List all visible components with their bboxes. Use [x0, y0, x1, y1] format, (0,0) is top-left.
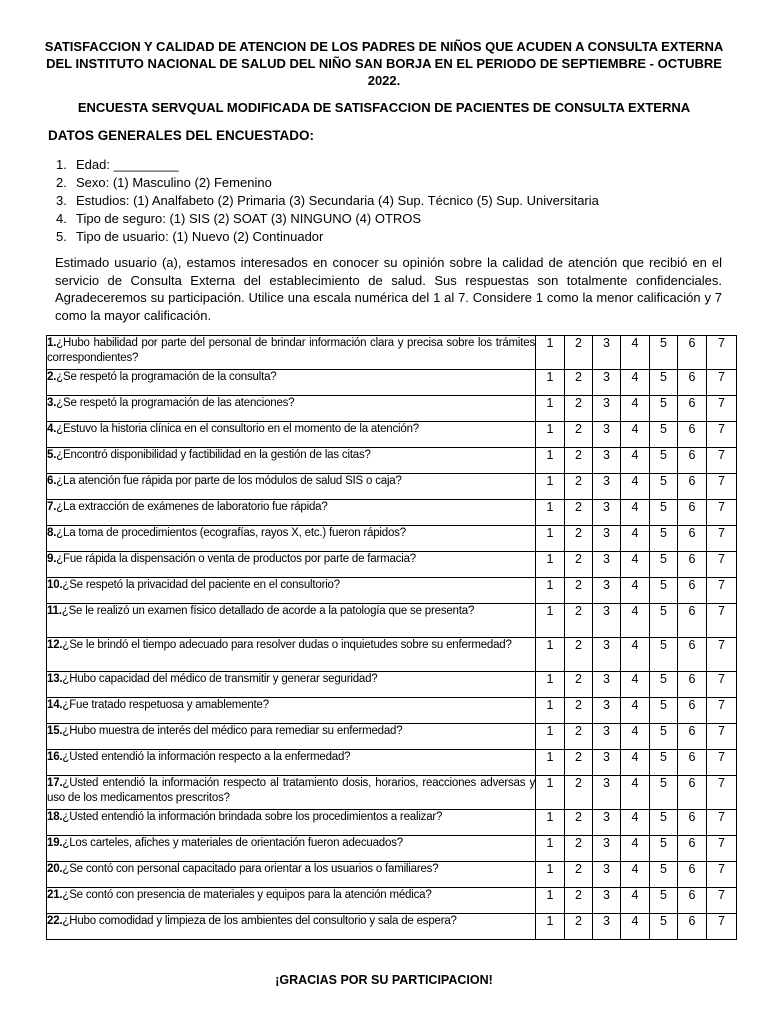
rating-option-2[interactable]: 2 — [565, 672, 593, 698]
question-text — [47, 810, 536, 836]
rating-option-7[interactable]: 7 — [707, 672, 737, 698]
question-row — [47, 750, 737, 776]
rating-option-2[interactable]: 2 — [565, 396, 593, 422]
rating-option-4[interactable]: 4 — [621, 396, 650, 422]
question-label: ¿La atención fue rápida por parte de los módulos de salud SIS o caja? — [56, 475, 402, 487]
rating-option-4[interactable]: 4 — [621, 776, 650, 810]
question-label: ¿Hubo habilidad por parte del personal de brindar información clara y precisa sobre los trámites correspondientes? — [47, 337, 535, 364]
rating-option-5[interactable]: 5 — [650, 500, 678, 526]
question-row — [47, 370, 737, 396]
question-number: 6. — [47, 475, 57, 487]
question-text — [47, 914, 536, 940]
rating-option-6[interactable]: 6 — [678, 914, 707, 940]
rating-option-3[interactable]: 3 — [593, 638, 621, 672]
rating-option-4[interactable]: 4 — [621, 698, 650, 724]
rating-option-2[interactable]: 2 — [565, 914, 593, 940]
question-row — [47, 638, 737, 672]
rating-option-6[interactable]: 6 — [678, 672, 707, 698]
rating-option-3[interactable]: 3 — [593, 422, 621, 448]
question-row — [47, 698, 737, 724]
rating-option-1[interactable]: 1 — [536, 638, 565, 672]
rating-option-2[interactable]: 2 — [565, 750, 593, 776]
rating-option-3[interactable]: 3 — [593, 836, 621, 862]
rating-option-3[interactable]: 3 — [593, 862, 621, 888]
document-title: SATISFACCION Y CALIDAD DE ATENCION DE LOS PADRES DE NIÑOS QUE ACUDEN A CONSULTA EXTERNA DEL INSTITUTO NACIONAL DE SALUD DEL NIÑO SAN BORJA EN EL PERIODO DE SEPTIEMBRE - OCTUBRE 2022. — [44, 39, 724, 88]
rating-option-1[interactable]: 1 — [536, 862, 565, 888]
rating-option-2[interactable]: 2 — [565, 810, 593, 836]
item-text: Edad: _________ — [76, 157, 179, 172]
rating-option-2[interactable]: 2 — [565, 724, 593, 750]
question-text — [47, 336, 536, 370]
question-label: ¿Fue tratado respetuosa y amablemente? — [62, 699, 269, 711]
rating-table — [46, 335, 737, 940]
question-text — [47, 526, 536, 552]
rating-option-1[interactable]: 1 — [536, 914, 565, 940]
item-number: 4. — [56, 211, 67, 226]
rating-option-5[interactable]: 5 — [650, 448, 678, 474]
survey-subtitle: ENCUESTA SERVQUAL MODIFICADA DE SATISFACCION DE PACIENTES DE CONSULTA EXTERNA — [77, 100, 691, 115]
general-data-item — [56, 228, 599, 246]
rating-option-5[interactable]: 5 — [650, 888, 678, 914]
rating-option-4[interactable]: 4 — [621, 500, 650, 526]
question-text — [47, 776, 536, 810]
general-data-list — [56, 156, 599, 246]
question-number: 16. — [47, 751, 63, 763]
rating-option-7[interactable]: 7 — [707, 526, 737, 552]
rating-option-5[interactable]: 5 — [650, 370, 678, 396]
question-row — [47, 810, 737, 836]
question-row — [47, 604, 737, 638]
rating-option-5[interactable]: 5 — [650, 604, 678, 638]
question-row — [47, 888, 737, 914]
rating-option-3[interactable]: 3 — [593, 698, 621, 724]
general-data-heading: DATOS GENERALES DEL ENCUESTADO: — [48, 128, 315, 143]
question-text — [47, 396, 536, 422]
rating-option-7[interactable]: 7 — [707, 862, 737, 888]
question-row — [47, 578, 737, 604]
rating-option-4[interactable]: 4 — [621, 672, 650, 698]
rating-option-5[interactable]: 5 — [650, 578, 678, 604]
question-number: 10. — [47, 579, 63, 591]
rating-option-6[interactable]: 6 — [678, 776, 707, 810]
question-number: 12. — [47, 639, 63, 651]
question-text — [47, 888, 536, 914]
question-row — [47, 672, 737, 698]
rating-option-5[interactable]: 5 — [650, 698, 678, 724]
question-text — [47, 638, 536, 672]
rating-option-1[interactable]: 1 — [536, 724, 565, 750]
rating-option-6[interactable]: 6 — [678, 422, 707, 448]
rating-option-2[interactable]: 2 — [565, 526, 593, 552]
question-row — [47, 500, 737, 526]
rating-option-6[interactable]: 6 — [678, 500, 707, 526]
rating-option-6[interactable]: 6 — [678, 750, 707, 776]
question-row — [47, 552, 737, 578]
question-number: 22. — [47, 915, 63, 927]
question-number: 20. — [47, 863, 63, 875]
rating-option-1[interactable]: 1 — [536, 698, 565, 724]
question-label: ¿Hubo capacidad del médico de transmitir y generar seguridad? — [62, 673, 378, 685]
general-data-item — [56, 210, 599, 228]
rating-option-5[interactable]: 5 — [650, 396, 678, 422]
item-text: Tipo de seguro: (1) SIS (2) SOAT (3) NINGUNO (4) OTROS — [76, 211, 422, 226]
item-text: Sexo: (1) Masculino (2) Femenino — [76, 175, 272, 190]
item-text: Tipo de usuario: (1) Nuevo (2) Continuador — [76, 229, 324, 244]
rating-option-6[interactable]: 6 — [678, 370, 707, 396]
rating-option-4[interactable]: 4 — [621, 552, 650, 578]
question-row — [47, 448, 737, 474]
rating-option-5[interactable]: 5 — [650, 914, 678, 940]
question-number: 21. — [47, 889, 63, 901]
rating-option-1[interactable]: 1 — [536, 370, 565, 396]
rating-option-4[interactable]: 4 — [621, 914, 650, 940]
rating-option-7[interactable]: 7 — [707, 724, 737, 750]
question-label: ¿La toma de procedimientos (ecografías, rayos X, etc.) fueron rápidos? — [56, 527, 406, 539]
rating-option-1[interactable]: 1 — [536, 422, 565, 448]
rating-option-5[interactable]: 5 — [650, 836, 678, 862]
rating-option-7[interactable]: 7 — [707, 604, 737, 638]
rating-option-4[interactable]: 4 — [621, 810, 650, 836]
question-text — [47, 604, 536, 638]
rating-option-1[interactable]: 1 — [536, 336, 565, 370]
question-row — [47, 724, 737, 750]
rating-option-6[interactable]: 6 — [678, 526, 707, 552]
rating-option-1[interactable]: 1 — [536, 810, 565, 836]
question-number: 3. — [47, 397, 57, 409]
item-number: 5. — [56, 229, 67, 244]
rating-option-6[interactable]: 6 — [678, 638, 707, 672]
rating-option-2[interactable]: 2 — [565, 552, 593, 578]
rating-option-4[interactable]: 4 — [621, 836, 650, 862]
rating-option-2[interactable]: 2 — [565, 422, 593, 448]
question-label: ¿Hubo muestra de interés del médico para remediar su enfermedad? — [62, 725, 403, 737]
question-number: 5. — [47, 449, 57, 461]
rating-option-3[interactable]: 3 — [593, 448, 621, 474]
question-text — [47, 474, 536, 500]
rating-option-4[interactable]: 4 — [621, 638, 650, 672]
thanks-message: ¡GRACIAS POR SU PARTICIPACION! — [275, 973, 493, 987]
rating-option-6[interactable]: 6 — [678, 888, 707, 914]
rating-option-7[interactable]: 7 — [707, 698, 737, 724]
rating-option-7[interactable]: 7 — [707, 914, 737, 940]
rating-option-7[interactable]: 7 — [707, 750, 737, 776]
rating-option-2[interactable]: 2 — [565, 638, 593, 672]
rating-option-4[interactable]: 4 — [621, 724, 650, 750]
rating-option-2[interactable]: 2 — [565, 888, 593, 914]
rating-option-2[interactable]: 2 — [565, 500, 593, 526]
question-text — [47, 370, 536, 396]
rating-option-5[interactable]: 5 — [650, 672, 678, 698]
rating-option-2[interactable]: 2 — [565, 776, 593, 810]
rating-option-6[interactable]: 6 — [678, 810, 707, 836]
intro-paragraph: Estimado usuario (a), estamos interesados en conocer su opinión sobre la calidad de atención que recibió en el servicio de Consulta Externa del establecimiento de salud. Sus respuestas son totalmente confidenciales. Agradeceremos su participación. Utilice una escala numérica del 1 al 7. Considere 1 como la menor calificación y 7 como la mayor calificación. — [55, 255, 722, 323]
rating-option-5[interactable]: 5 — [650, 638, 678, 672]
item-number: 2. — [56, 175, 67, 190]
rating-option-3[interactable]: 3 — [593, 370, 621, 396]
rating-option-4[interactable]: 4 — [621, 336, 650, 370]
rating-option-3[interactable]: 3 — [593, 750, 621, 776]
question-row — [47, 474, 737, 500]
question-label: ¿Hubo comodidad y limpieza de los ambientes del consultorio y sala de espera? — [62, 915, 457, 927]
rating-option-4[interactable]: 4 — [621, 422, 650, 448]
question-number: 15. — [47, 725, 63, 737]
rating-option-4[interactable]: 4 — [621, 862, 650, 888]
rating-option-1[interactable]: 1 — [536, 552, 565, 578]
question-text — [47, 578, 536, 604]
rating-option-4[interactable]: 4 — [621, 474, 650, 500]
rating-option-3[interactable]: 3 — [593, 724, 621, 750]
rating-option-7[interactable]: 7 — [707, 474, 737, 500]
item-number: 1. — [56, 157, 67, 172]
rating-option-4[interactable]: 4 — [621, 526, 650, 552]
rating-option-7[interactable]: 7 — [707, 888, 737, 914]
rating-option-2[interactable]: 2 — [565, 336, 593, 370]
rating-option-3[interactable]: 3 — [593, 776, 621, 810]
question-label: ¿Fue rápida la dispensación o venta de productos por parte de farmacia? — [56, 553, 416, 565]
question-label: ¿Se respetó la privacidad del paciente en el consultorio? — [62, 579, 340, 591]
rating-option-1[interactable]: 1 — [536, 836, 565, 862]
rating-option-5[interactable]: 5 — [650, 724, 678, 750]
item-text: Estudios: (1) Analfabeto (2) Primaria (3) Secundaria (4) Sup. Técnico (5) Sup. Universitaria — [76, 193, 599, 208]
rating-option-1[interactable]: 1 — [536, 500, 565, 526]
question-label: ¿Los carteles, afiches y materiales de orientación fueron adecuados? — [62, 837, 403, 849]
rating-option-4[interactable]: 4 — [621, 604, 650, 638]
rating-option-3[interactable]: 3 — [593, 810, 621, 836]
rating-option-5[interactable]: 5 — [650, 552, 678, 578]
question-text — [47, 698, 536, 724]
rating-option-5[interactable]: 5 — [650, 422, 678, 448]
rating-option-4[interactable]: 4 — [621, 888, 650, 914]
rating-option-6[interactable]: 6 — [678, 336, 707, 370]
rating-option-1[interactable]: 1 — [536, 604, 565, 638]
question-number: 7. — [47, 501, 57, 513]
rating-option-5[interactable]: 5 — [650, 776, 678, 810]
question-label: ¿Encontró disponibilidad y factibilidad en la gestión de las citas? — [56, 449, 371, 461]
rating-option-3[interactable]: 3 — [593, 604, 621, 638]
rating-option-3[interactable]: 3 — [593, 396, 621, 422]
rating-option-3[interactable]: 3 — [593, 888, 621, 914]
question-row — [47, 836, 737, 862]
rating-option-7[interactable]: 7 — [707, 638, 737, 672]
rating-option-2[interactable]: 2 — [565, 698, 593, 724]
rating-option-1[interactable]: 1 — [536, 526, 565, 552]
rating-option-3[interactable]: 3 — [593, 914, 621, 940]
question-row — [47, 862, 737, 888]
rating-option-7[interactable]: 7 — [707, 810, 737, 836]
rating-option-3[interactable]: 3 — [593, 474, 621, 500]
rating-option-3[interactable]: 3 — [593, 336, 621, 370]
rating-option-1[interactable]: 1 — [536, 776, 565, 810]
rating-option-2[interactable]: 2 — [565, 474, 593, 500]
rating-option-5[interactable]: 5 — [650, 336, 678, 370]
rating-option-3[interactable]: 3 — [593, 578, 621, 604]
rating-option-6[interactable]: 6 — [678, 552, 707, 578]
rating-option-4[interactable]: 4 — [621, 448, 650, 474]
question-number: 19. — [47, 837, 63, 849]
question-label: ¿La extracción de exámenes de laboratorio fue rápida? — [56, 501, 328, 513]
question-row — [47, 396, 737, 422]
question-number: 11. — [47, 605, 62, 617]
rating-option-4[interactable]: 4 — [621, 750, 650, 776]
rating-option-7[interactable]: 7 — [707, 336, 737, 370]
item-number: 3. — [56, 193, 67, 208]
rating-option-2[interactable]: 2 — [565, 604, 593, 638]
question-number: 2. — [47, 371, 57, 383]
rating-option-4[interactable]: 4 — [621, 578, 650, 604]
question-number: 4. — [47, 423, 57, 435]
question-text — [47, 422, 536, 448]
rating-option-6[interactable]: 6 — [678, 448, 707, 474]
general-data-item — [56, 156, 599, 174]
question-label: ¿Usted entendió la información respecto a la enfermedad? — [62, 751, 351, 763]
question-text — [47, 672, 536, 698]
rating-option-2[interactable]: 2 — [565, 578, 593, 604]
rating-option-1[interactable]: 1 — [536, 672, 565, 698]
question-label: ¿Se respetó la programación de la consulta? — [56, 371, 277, 383]
rating-option-6[interactable]: 6 — [678, 578, 707, 604]
question-text — [47, 750, 536, 776]
rating-option-7[interactable]: 7 — [707, 396, 737, 422]
question-number: 13. — [47, 673, 63, 685]
rating-option-3[interactable]: 3 — [593, 552, 621, 578]
question-label: ¿Se contó con presencia de materiales y equipos para la atención médica? — [62, 889, 432, 901]
rating-option-7[interactable]: 7 — [707, 448, 737, 474]
question-row — [47, 422, 737, 448]
rating-option-7[interactable]: 7 — [707, 500, 737, 526]
rating-option-1[interactable]: 1 — [536, 750, 565, 776]
rating-option-5[interactable]: 5 — [650, 526, 678, 552]
rating-option-2[interactable]: 2 — [565, 448, 593, 474]
rating-option-6[interactable]: 6 — [678, 474, 707, 500]
question-label: ¿Se le brindó el tiempo adecuado para resolver dudas o inquietudes sobre su enfermedad? — [62, 639, 512, 651]
question-text — [47, 448, 536, 474]
question-number: 18. — [47, 811, 63, 823]
rating-option-1[interactable]: 1 — [536, 888, 565, 914]
rating-option-3[interactable]: 3 — [593, 672, 621, 698]
rating-option-4[interactable]: 4 — [621, 370, 650, 396]
rating-option-7[interactable]: 7 — [707, 370, 737, 396]
rating-option-1[interactable]: 1 — [536, 474, 565, 500]
question-label: ¿Estuvo la historia clínica en el consultorio en el momento de la atención? — [56, 423, 419, 435]
question-label: ¿Se le realizó un examen físico detallado de acorde a la patología que se presenta? — [61, 605, 475, 617]
question-number: 8. — [47, 527, 57, 539]
rating-option-1[interactable]: 1 — [536, 448, 565, 474]
general-data-item — [56, 174, 599, 192]
question-text — [47, 552, 536, 578]
question-text — [47, 862, 536, 888]
question-row — [47, 914, 737, 940]
question-number: 9. — [47, 553, 57, 565]
rating-option-6[interactable]: 6 — [678, 724, 707, 750]
rating-option-2[interactable]: 2 — [565, 370, 593, 396]
question-label: ¿Usted entendió la información respecto al tratamiento dosis, horarios, reacciones adversas y uso de los medicamentos prescritos? — [47, 777, 535, 804]
question-number: 17. — [47, 777, 63, 789]
rating-option-6[interactable]: 6 — [678, 862, 707, 888]
general-data-item — [56, 192, 599, 210]
question-label: ¿Se respetó la programación de las atenciones? — [56, 397, 295, 409]
question-label: ¿Se contó con personal capacitado para orientar a los usuarios o familiares? — [62, 863, 439, 875]
question-number: 14. — [47, 699, 63, 711]
question-label: ¿Usted entendió la información brindada sobre los procedimientos a realizar? — [62, 811, 443, 823]
rating-option-3[interactable]: 3 — [593, 526, 621, 552]
rating-option-5[interactable]: 5 — [650, 862, 678, 888]
rating-option-5[interactable]: 5 — [650, 810, 678, 836]
rating-option-6[interactable]: 6 — [678, 698, 707, 724]
rating-option-6[interactable]: 6 — [678, 396, 707, 422]
rating-option-1[interactable]: 1 — [536, 578, 565, 604]
question-number: 1. — [47, 337, 57, 349]
question-text — [47, 724, 536, 750]
rating-option-6[interactable]: 6 — [678, 836, 707, 862]
rating-option-7[interactable]: 7 — [707, 578, 737, 604]
rating-option-5[interactable]: 5 — [650, 474, 678, 500]
rating-option-1[interactable]: 1 — [536, 396, 565, 422]
rating-option-6[interactable]: 6 — [678, 604, 707, 638]
question-row — [47, 336, 737, 370]
rating-option-7[interactable]: 7 — [707, 836, 737, 862]
question-text — [47, 836, 536, 862]
rating-option-2[interactable]: 2 — [565, 836, 593, 862]
rating-option-7[interactable]: 7 — [707, 552, 737, 578]
rating-option-3[interactable]: 3 — [593, 500, 621, 526]
rating-option-7[interactable]: 7 — [707, 422, 737, 448]
rating-option-2[interactable]: 2 — [565, 862, 593, 888]
question-row — [47, 776, 737, 810]
question-text — [47, 500, 536, 526]
question-row — [47, 526, 737, 552]
rating-option-7[interactable]: 7 — [707, 776, 737, 810]
rating-option-5[interactable]: 5 — [650, 750, 678, 776]
